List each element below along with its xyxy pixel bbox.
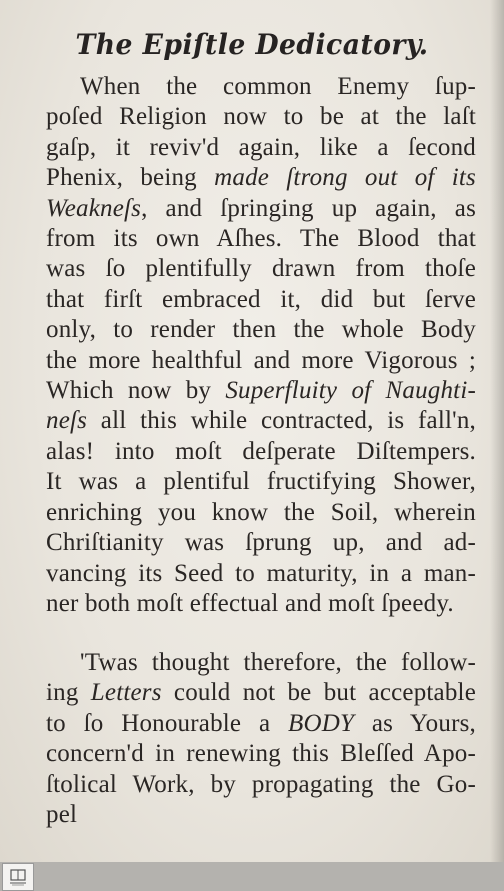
text-line	[46, 467, 476, 497]
text-segment: Which now by	[46, 377, 226, 405]
text-line	[46, 739, 476, 769]
text-line	[46, 437, 476, 467]
text-segment: Phenix, being	[46, 164, 215, 192]
text-segment: that firſt embraced it, did but ſerve	[46, 285, 476, 313]
italic-phrase: made ſtrong out of its	[214, 164, 476, 192]
text-segment: It was a plentiful fructifying Shower,	[46, 468, 476, 496]
text-segment: as Yours,	[354, 709, 476, 737]
page-heading: The Epiſtle Dedicatory.	[75, 28, 429, 61]
text-segment: ſtolical Work, by propagating the Go-	[46, 770, 476, 798]
text-segment: from its own Aſhes. The Blood that	[46, 225, 476, 253]
text-segment: When the common Enemy ſup-	[80, 73, 476, 100]
text-segment: Chriſtianity was ſprung up, and ad-	[46, 529, 476, 557]
text-segment: , and ſpringing up again, as	[141, 194, 476, 222]
text-line	[46, 224, 476, 254]
text-segment: 'Twas thought therefore, the follow-	[80, 649, 476, 676]
text-segment: ner both moſt effectual and moſt ſpeedy.	[46, 589, 454, 617]
italic-phrase: Letters	[90, 679, 162, 707]
text-line	[46, 163, 476, 193]
italic-phrase: Superfluity of Naughti-	[225, 377, 476, 405]
text-line	[46, 133, 476, 163]
text-segment: could not be but acceptable	[161, 679, 476, 707]
text-segment: all this while contracted, is fall'n,	[87, 407, 476, 435]
library-logo-icon	[2, 863, 34, 891]
text-line	[46, 648, 476, 678]
text-line	[46, 800, 476, 830]
text-segment: pel	[46, 801, 78, 829]
text-segment: poſed Religion now to be at the laſt	[46, 103, 476, 131]
italic-phrase: BODY	[288, 709, 355, 737]
paragraph-1	[46, 72, 476, 619]
text-segment: concern'd in renewing this Bleſſed Apo-	[46, 740, 476, 768]
text-line	[46, 72, 476, 102]
text-segment: gaſp, it reviv'd again, like a ſecond	[46, 133, 476, 161]
text-line	[46, 406, 476, 436]
text-line	[46, 528, 476, 558]
text-segment: was ſo plentifully drawn from thoſe	[46, 255, 476, 283]
text-line	[46, 315, 476, 345]
text-line	[46, 376, 476, 406]
text-line	[46, 254, 476, 284]
italic-phrase: neſs	[46, 407, 88, 435]
text-line	[46, 102, 476, 132]
text-line	[46, 498, 476, 528]
text-segment: only, to render then the whole Body	[46, 316, 476, 344]
text-segment: vancing its Seed to maturity, in a man-	[46, 559, 476, 587]
text-line	[46, 709, 476, 739]
text-line	[46, 589, 476, 619]
text-segment: alas! into moſt deſperate Diſtempers.	[46, 437, 476, 465]
text-segment: enriching you know the Soil, wherein	[46, 498, 476, 526]
spine-shadow	[490, 0, 504, 862]
text-segment: ing	[46, 679, 91, 707]
text-line	[46, 770, 476, 800]
text-segment: to ſo Honourable a	[46, 709, 289, 737]
text-line	[46, 285, 476, 315]
paragraph-2	[46, 648, 476, 830]
italic-phrase: Weakneſs	[46, 194, 142, 222]
text-line	[46, 346, 476, 376]
text-line	[46, 194, 476, 224]
viewer-footer-bar	[0, 862, 504, 891]
text-line	[46, 678, 476, 708]
text-segment: the more healthful and more Vigorous ;	[46, 346, 476, 374]
text-line	[46, 559, 476, 589]
